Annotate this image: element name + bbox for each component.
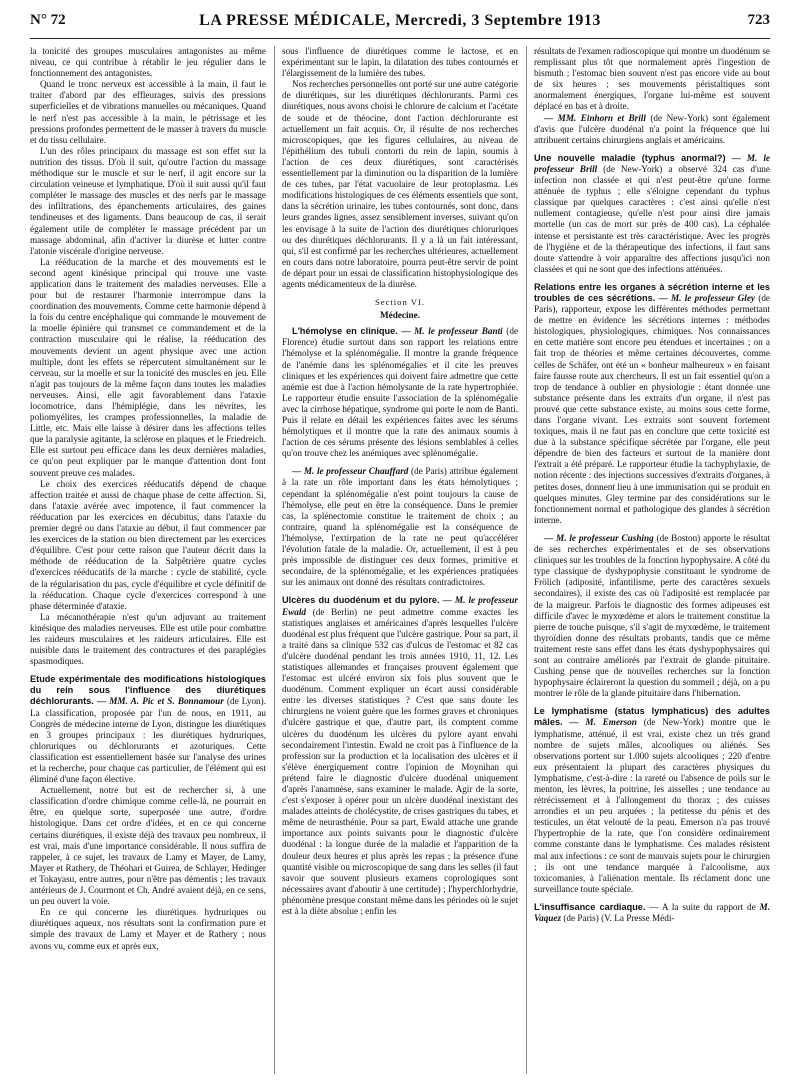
article [534, 113, 770, 146]
issue-date: Mercredi, 3 Septembre 1913 [394, 12, 601, 29]
article [282, 595, 518, 917]
article-author: — M. le professeur Brill [534, 152, 770, 174]
article-author: — M. le professeur Banti [401, 326, 503, 337]
page-header [30, 12, 770, 36]
article [534, 533, 770, 699]
article-title: Une nouvelle maladie (typhus anormal?) [534, 152, 726, 163]
article-text: (de New-York) montre que le lymphatisme, atténué, il est vrai, existe chez un très grand nombre de sujets mâles, alcooliques ou aliénés. Ses observations portent sur 1.000 sujets alcooliques ; 220 d'entre eux présentaient la plupart des caractères physiques du lymphatisme, c'est-à-dire : la rareté ou l'absence de poils sur le menton, les lèvres, la poitrine, les aisselles ; une tendance au rétrécissement et à l'allongement du thorax ; des cuisses arrondies et un peu arquées ; la petitesse du pénis et des testicules, un état velouté de la peau. Emerson n'a pas trouvé l'hypertrophie de la rate, que l'on considère ordinairement comme constante dans le lymphatisme. Ces malades résistent mal aux infections : ce sont de mauvais sujets pour le chirurgien ; ils ont une tendance marquée à l'alcoolisme, aux toxicomanies, à l'aliénation mentale. Ils réclament donc une surveillance toute spéciale. [534, 717, 770, 894]
article-title: Etude expérimentale des modifications histologiques du rein sous l'influence des diurétiques déchlorurants. [30, 674, 266, 707]
article [282, 326, 518, 459]
article-author: — MM. Einhorn et Brill [544, 112, 646, 123]
paragraph: la tonicité des groupes musculaires antagonistes au même niveau, ce qui contribue à rétablir le jeu régulier dans le fonctionnement des antagonistes. [30, 46, 266, 79]
article [282, 466, 518, 588]
article-author: — M. le professeur Ewald [282, 595, 518, 617]
article-author: M. Vaquez [534, 901, 770, 924]
column-3 [534, 46, 770, 1076]
journal-title [30, 12, 770, 30]
article-text: (de New-York) sont également d'avis que l'ulcère duodénal n'a point la fréquence que lui attribuent certains chirurgiens anglais et américains. [534, 112, 770, 145]
column-divider [526, 46, 527, 1074]
column-divider [274, 46, 275, 1074]
paragraph: En ce qui concerne les diurétiques hydruriques ou diurétiques aqueux, nos résultats sont la confirmation pure et simple des travaux de Lamy et Mayer et de Rathery ; nous avons vu, comme eux et après eux, [30, 907, 266, 951]
paragraph: Le choix des exercices rééducatifs dépend de chaque affection traitée et aussi de chaque phase de cette affection. Si, dans l'ataxie avérée avec impotence, il faut commencer la rééducation par les exercices en décubitus, dans l'ataxie du premier degré ou dans l'ataxie au début, il faut commencer par les exercices de la station ou bien directement par les exercices d'équilibre. C'est pour cette raison que l'auteur décrit dans la méthode de rééducation de la Salpêtrière quatre cycles d'exercices rééducatifs de la marche : cycle de stabilité, cycle de la régularisation du pas, cycle d'équilibre et cycle définitif de la rééducation. Chaque cycle d'exercices correspond à une phase déterminée d'ataxie. [30, 478, 266, 611]
issue-number: N° 72 [30, 12, 66, 28]
article-text: (de Paris), rapporteur, expose les différentes méthodes permettant de mettre en évidence les sécrétions internes : méthodes histologiques, physiologiques, chimiques. Nos connaissances en cette matière sont encore peu étendues et incertaines ; on a fait trop de théories et même certaines découvertes, comme celles de Schäfer, ont été un « bonheur malheureux » en faisant faire fausse route aux chercheurs. Il est un fait essentiel qu'on a trop de tendance à oublier en physiologie : étant donnée une substance présente dans les extraits d'un organe, il n'est pas prouvé que cette substance existe, au moins sous cette forme, dans l'organe vivant. Les extraits sont souvent fortement toxiques, mais il ne faut pas en conclure que cette toxicité est due à la substance spécifique sécrétée par l'organe, elle peut dépendre de bien des facteurs et surtout de la manière dont l'extrait a été préparé. Le rapporteur étudie la tachyphylaxie, de notion récente : des injections successives d'extraits d'organes, à petites doses, donnent lieu à une immunisation qui se produit en quelques minutes. Gley termine par des considérations sur le fonctionnement normal et pathologique des glandes à sécrétion interne. [534, 292, 770, 525]
article-text: — A la suite du rapport de [649, 901, 756, 912]
article-author: — M. le professeur Chauffard [292, 466, 409, 477]
article-text: (de New-York) a observé 324 cas d'une infection non classée et qui n'est peut-être qu'une forme atténuée de typhus ; elle s'éloigne cependant du typhus classique par quelques caractères : c'est ainsi qu'elle n'est nullement contagieuse, qu'elle n'est pour ainsi dire jamais mortelle (un cas de mort sur près de 400 cas). La céphalée intense et persistante est très caractéristique. Avec les progrès de l'hygiène et de la thérapeutique des infections, il faut sans doute s'attendre à voir apparaître des affections jusqu'ici non classées et qui ne sont que des infections atténuées. [534, 163, 770, 274]
section-title: Médecine. [379, 310, 421, 321]
article-author: — M. Emerson [569, 717, 637, 728]
article-title: Ulcères du duodénum et du pylore. [282, 595, 440, 606]
article [534, 902, 770, 924]
paragraph: résultats de l'examen radioscopique qui montre un duodénum se remplissant plus tôt que normalement après l'ingestion de bismuth ; l'estomac bien souvent n'est pas encore vide au bout de six heures ; ses mouvements péristaltiques sont anormalement énergiques, l'organe lui-même est souvent déplacé en bas et à droite. [534, 46, 770, 112]
paragraph: La mécanothérapie n'est qu'un adjuvant au traitement kinésique des maladies nerveuses. Elle est utile pour combattre les raideurs musculaires et les raideurs articulaires. Elle est nuisible dans le traitement des contractures et des paraplégies spasmodiques. [30, 611, 266, 667]
article-title: L'hémolyse en clinique. [292, 326, 398, 337]
paragraph: sous l'influence de diurétiques comme le lactose, et en expérimentant sur le lapin, la dilatation des tubes contournés et l'élargissement de la lumière des tubes. [282, 46, 518, 79]
article-title: Relations entre les organes à sécrétion interne et les troubles de ces sécrétions. [534, 281, 770, 303]
journal-name: LA PRESSE MÉDICALE, [199, 12, 391, 29]
column-2 [282, 46, 518, 1076]
article-author: — MM. A. Pic et S. Bonnamour [96, 696, 224, 707]
header-rule [30, 38, 770, 39]
column-1 [30, 46, 266, 1076]
paragraph: Nos recherches personnelles ont porté sur une autre catégorie de diurétiques, sur les diurétiques déchlorurants. Parmi ces diurétiques, nous avons choisi le chlorure de calcium et l'acétate de soude et de théocine, dont l'action déchlorurante est actuellement un fait acquis. Or, il résulte de nos recherches microscopiques, que les figures cellulaires, au niveau de l'épithélium des tubuli contorti du rein de lapin, soumis à l'action de ces deux diurétiques, sont caractérisés essentiellement par la diminution ou la disparition de la lumière de ces tubes, par l'état vacuolaire de leur protoplasma. Les modifications histologiques de ces éléments essentiels que sont, dans la sécrétion urinaire, les tubes contournés, sont donc, dans leurs grandes lignes, assez sensiblement inverses, suivant qu'on les envisage à la suite de l'action des diurétiques chloruriques ou des diurétiques déchlorurants. Il y a là un fait intéressant, qui, s'il est confirmé par les recherches ultérieures, actuellement en cours dans notre laboratoire, pourra peut-être servir de point de départ pour un essai de classification histophysiologique des agents médicamenteux de la diurèse. [282, 79, 518, 289]
article [534, 153, 770, 275]
article-text: (de Florence) étudie surtout dans son rapport les relations entre l'hémolyse et la splénomégalie. Il montre la grande fréquence de l'anémie dans les splénomégalies et il cite les preuves cliniques et les expériences qui doivent faire admettre que cette anémie est due à l'action hémolysante de la rate hypertrophiée. Le rapporteur étudie ensuite l'association de la splénomégalie avec la cirrhose hépatique, syndrome qui porte le nom de Banti. Puis il relate en détail les expériences faites avec les sérums hémolytiques et il montre que la rate des animaux soumis à l'action de ces sérums présente des lésions semblables à celles qu'on trouve chez les anémiques avec splénomégalie. [282, 326, 518, 459]
section-label: Section VI. [375, 297, 425, 308]
paragraph: L'un des rôles principaux du massage est son effet sur la nutrition des tissus. D'où il suit, qu'outre l'action du massage méthodique sur le muscle et sur le nerf, il agit encore sur la circulation veineuse et lymphatique. D'où il suit aussi qu'il faut compléter le massage des muscles et des nerfs par le massage des infiltrations, des épanchements articulaires, des gaines tendineuses et des ligaments. Dans beaucoup de cas, il serait également utile de compléter le massage précédent par un massage abdominal, afin d'activer la diurèse et lutter contre l'atonie viscérale d'origine nerveuse. [30, 145, 266, 256]
page-number: 723 [747, 12, 770, 28]
article-text: (de Lyon). La classification, proposée par l'un de nous, en 1911, au Congrès de médecine interne de Lyon, distingue les diurétiques en 3 groupes principaux : les diurétiques hydruriques, chloruriques ou déchlorurants et azoturiques. Cette classification est essentiellement basée sur l'analyse des urines et la recherche, pour chaque cas particulier, de l'élément qui est éliminé d'une façon élective. [30, 696, 266, 785]
article-title: Le lymphatisme (status lymphaticus) des adultes mâles. [534, 706, 770, 728]
paragraph: Quand le tronc nerveux est accessible à la main, il faut le traiter d'abord par des effleurages, suivis des pressions superficielles et de vibrations manuelles ou mécaniques. Quand le nerf n'est pas accessible à la main, le pétrissage et les pressions profondes permettent de le masser à travers du muscle et du tissu cellulaire. [30, 79, 266, 145]
article [30, 674, 266, 785]
article-author: — M. le professeur Gley [658, 292, 756, 303]
article-title: L'insuffisance cardiaque. [534, 901, 646, 912]
article-text: (de Paris) (V. La Presse Médi- [563, 913, 675, 924]
article [534, 706, 770, 895]
article-author: — M. le professeur Cushing [544, 532, 654, 543]
paragraph: Actuellement, notre but est de rechercher si, à une classification d'ordre chimique comme celle-là, ne pourrait en être, en quelque sorte, superposée une autre, d'ordre histologique. Dans cet ordre d'idées, et en ce qui concerne certains diurétiques, il existe déjà des travaux peu nombreux, il est vrai, mais d'une importance considérable. Il nous suffira de rappeler, à ce sujet, les travaux de Lamy et Mayer, de Lamy, Mayer et Rathery, de Théohari et Guirea, de Schlayer, Hedinger et Tokayasu, entre autres, pour n'être pas démentis ; les travaux antérieurs de J. Courmont et Ch. André avaient déjà, en ce sens, un peu ouvert la voie. [30, 785, 266, 907]
article-text: (de Boston) apporte le résultat de ses recherches expérimentales et de ses observations cliniques sur les troubles de la fonction hypophysaire. A côté du type classique de dyshypophysie constituant le syndrome de Frölich (adiposité, infantilisme, perte des caractères sexuels secondaires), il existe des cas où l'adiposité est remplacée par de la maigreur. Parfois le diagnostic des formes adipeuses est difficile d'avec le myxœdème et alors le traitement constitue la pierre de touche puisque, s'il s'agit de myxœdème, le traitement thyroïdien donne des résultats probants, tandis que ce même traitement reste sans effet dans les états dyshypophysaires qui sont au contraire améliorés par l'extrait de glande pituitaire. Cushing pense que de nouvelles recherches sur la fonction hypophysaire éclaireront la question du sommeil ; déjà, on a pu montrer le rôle de la glande pituitaire dans l'hibernation. [534, 532, 770, 699]
paragraph: La rééducation de la marche et des mouvements est le second agent kinésique principal qui trouve une vaste application dans le traitement des maladies nerveuses. Elle a pour but de restaurer l'harmonie interrompue dans la coordination des mouvements. Comme cette harmonie dépend à la fois du centre encéphalique qui commande le mouvement de la moelle épinière qui transmet ce commandement et de la contraction musculaire qui le réalise, la rééducation des mouvements devient un agent physique avec une action multiple, dont les effets se répercutent simultanément sur le cerveau, sur la moelle et sur la tonicité des muscles en jeu. Elle n'agit pas toujours de la même façon dans toutes les maladies nerveuses. Ainsi, elle agit favorablement dans l'ataxie locomotrice, dans l'hémiplégie, dans les névrites, les poliomyélites, les crampes professionnelles, la maladie de Little, etc. Mais elle laisse à désirer dans les affections telles que la paralysie agitante, la sclérose en plaques et le Friedreich. Elle est surtout peu efficace dans les deux dernières maladies, ce qu'on peut expliquer par le manque d'attention dont font souvent preuve ces malades. [30, 256, 266, 478]
article-text: (de Berlin) ne peut admettre comme exactes les statistiques anglaises et américaines d'après lesquelles l'ulcère duodénal est plus fréquent que l'ulcère gastrique. Pour sa part, il a traité dans sa clinique 532 cas d'ulcus de l'estomac et 82 cas d'ulcère duodénal pendant les trois années 1910, 11, 12. Les statistiques allemandes et françaises prouvent également que l'estomac est ulcéré environ six fois plus souvent que le duodénum. Comment expliquer un écart aussi considérable entre les diverses statistiques ? C'est que sans doute les chirurgiens ne voient guère que les formes graves et chroniques d'ulcère gastrique et que, d'autre part, ils comptent comme ulcères du duodénum les ulcères du pylore ayant envahi secondairement l'intestin. Ewald ne croit pas à l'influence de la profession sur la production et la localisation des ulcères et il s'élève énergiquement contre l'opinion de Moynihan qui prétend faire le diagnostic d'ulcère duodénal uniquement d'après l'anamnèse, sans examiner le malade. Agir de la sorte, c'est s'exposer à opérer pour un ulcère duodénal inexistant des malades atteints de cholécystite, de crises gastriques du tabes, et même de neurasthénie. Pour sa part, Ewald attache une grande importance aux points suivants pour le diagnostic d'ulcère duodénal : la longue durée de la maladie et l'apparition de la douleur deux heures et plus après les repas ; la présence d'une quantité visible ou microscopique de sang dans les selles (il faut savoir que souvent plusieurs examens coprologiques sont nécessaires avant d'aboutir à une certitude) ; l'hyperchlorhydrie, phénomène presque constant même dans les périodes où le sujet est à la diète absolue ; enfin les [282, 606, 518, 917]
article [534, 282, 770, 526]
article-text: (de Paris) attribue également à la rate un rôle important dans les états hémolytiques ; cependant la splénomégalie n'est point toujours la cause de l'hémolyse, elle peut en être la conséquence. Dans le premier cas, la splénectomie constitue le traitement de choix ; au contraire, quand la splénomégalie est la conséquence de l'hémolyse, l'extirpation de la rate ne peut qu'accélérer l'évolution fatale de la maladie. Or, actuellement, il est à peu près impossible de distinguer ces deux formes, primitive et secondaire, de la splénomégalie, et les expériences pratiquées sur les animaux ont donné des résultats contradictoires. [282, 466, 518, 588]
